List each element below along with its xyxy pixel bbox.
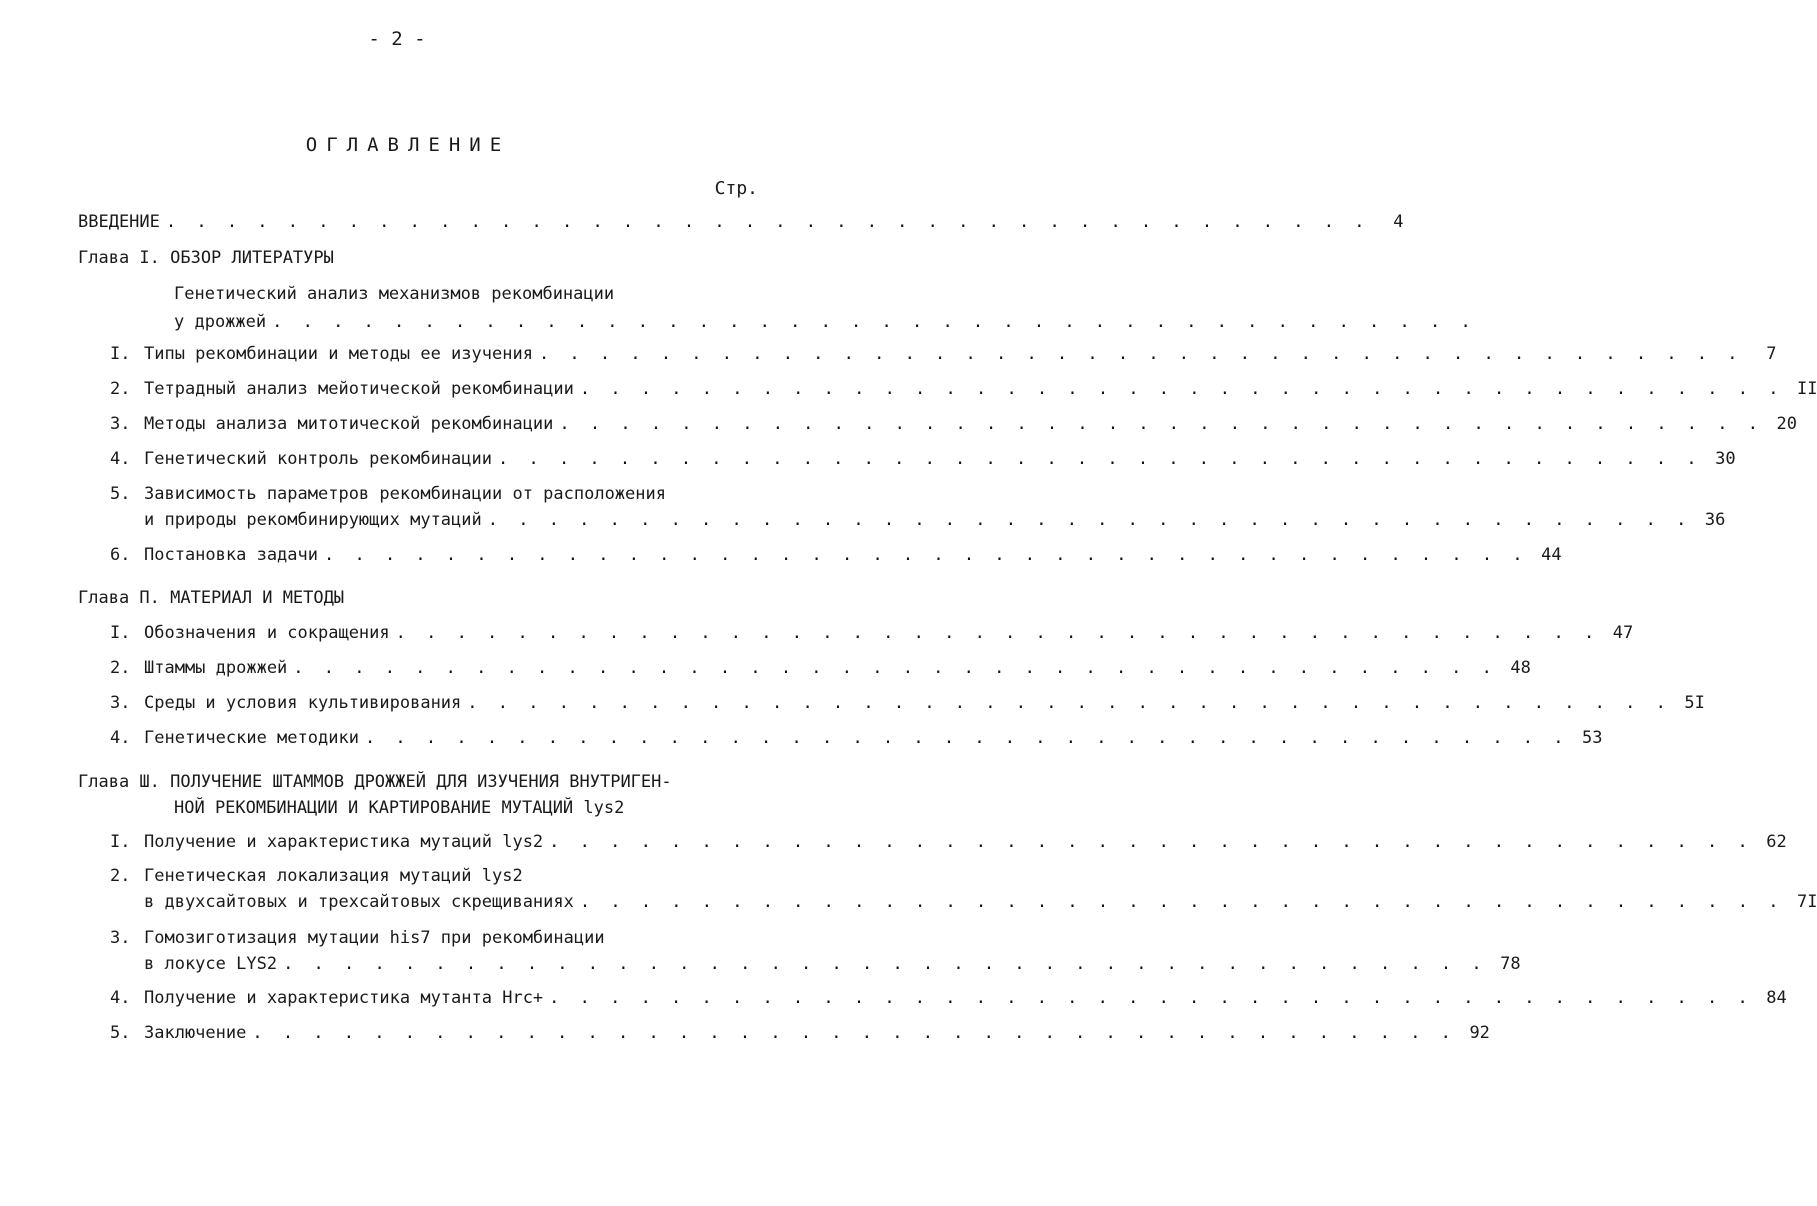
toc-entry <box>110 830 1787 854</box>
entry-text: Получение и характеристика мутанта Hrc+ <box>144 988 544 1008</box>
chapter2-heading: Глава П. МАТЕРИАЛ И МЕТОДЫ <box>78 588 345 608</box>
entry-page: 53 <box>1582 728 1603 748</box>
toc-entry-line1 <box>110 926 605 950</box>
page-column-label: Стр. <box>714 178 758 199</box>
toc-entry-line1 <box>110 482 666 506</box>
entry-number: 3. <box>110 414 131 434</box>
toc-entry-line1 <box>110 864 523 888</box>
dot-leader: . . . . . . . . . . . . . . . . . . . . . . . . . . . . . . . . . . . . . . . . <box>498 449 1702 469</box>
entry-number: 2. <box>110 379 131 399</box>
entry-number: 5. <box>110 1023 131 1043</box>
entry-text: Штаммы дрожжей <box>144 658 288 678</box>
entry-text: Зависимость параметров рекомбинации от расположения <box>144 484 666 504</box>
entry-text: Обозначения и сокращения <box>144 623 390 643</box>
toc-entry <box>110 621 1634 645</box>
entry-number: 2. <box>110 658 131 678</box>
toc-entry <box>110 726 1603 750</box>
dot-leader: . . . . . . . . . . . . . . . . . . . . . . . . . . . . . . . . . . . . . . . . <box>538 344 1743 364</box>
dot-leader: . . . . . . . . . . . . . . . . . . . . . . . . . . . . . . . . . . . . . . . . <box>324 545 1528 565</box>
toc-entry <box>110 447 1736 471</box>
entry-text: Генетическая локализация мутаций lys2 <box>144 866 523 886</box>
entry-text: Генетические методики <box>144 728 359 748</box>
entry-page: II <box>1796 379 1817 399</box>
dot-leader: . . . . . . . . . . . . . . . . . . . . . . . . . . . . . . . . . . . . . . . . <box>252 1023 1456 1043</box>
toc-entry <box>110 377 1817 401</box>
dot-leader: . . . . . . . . . . . . . . . . . . . . . . . . . . . . . . . . . . . . . . . . <box>467 693 1671 713</box>
entry-page: 48 <box>1510 658 1531 678</box>
entry-number: 4. <box>110 988 131 1008</box>
entry-page: 4 <box>1393 212 1404 232</box>
dot-leader: . . . . . . . . . . . . . . . . . . . . . . . . . . . . . . . . . . . . . . . . <box>559 414 1763 434</box>
entry-page: 47 <box>1612 623 1634 643</box>
toc-entry <box>110 656 1531 680</box>
dot-leader: . . . . . . . . . . . . . . . . . . . . . . . . . . . . . . . . . . . . . . . . <box>272 312 1476 332</box>
entry-text: Типы рекомбинации и методы ее изучения <box>144 344 533 364</box>
entry-page: 84 <box>1766 988 1787 1008</box>
entry-number: I. <box>110 623 131 643</box>
entry-number: 3. <box>110 693 131 713</box>
dot-leader: . . . . . . . . . . . . . . . . . . . . . . . . . . . . . . . . . . . . . . . . <box>487 510 1692 530</box>
toc-entry <box>110 543 1562 567</box>
toc-entry <box>144 890 1817 914</box>
entry-page: 7 <box>1766 344 1777 364</box>
toc-entry <box>110 691 1705 715</box>
toc-entry <box>110 986 1787 1010</box>
entry-text: Среды и условия культивирования <box>144 693 462 713</box>
dot-leader: . . . . . . . . . . . . . . . . . . . . . . . . . . . . . . . . . . . . . . . . <box>579 379 1784 399</box>
dot-leader: . . . . . . . . . . . . . . . . . . . . . . . . . . . . . . . . . . . . . . . . <box>579 892 1784 912</box>
page-number: - 2 - <box>368 28 426 50</box>
entry-page: 44 <box>1541 545 1562 565</box>
entry-page: 7I <box>1796 892 1817 912</box>
entry-number: 4. <box>110 728 131 748</box>
chapter3-heading-line2: НОЙ РЕКОМБИНАЦИИ И КАРТИРОВАНИЕ МУТАЦИЙ lys2 <box>174 798 625 818</box>
dot-leader: . . . . . . . . . . . . . . . . . . . . . . . . . . . . . . . . . . . . . . . . <box>293 658 1497 678</box>
entry-number: 4. <box>110 449 131 469</box>
chapter3-heading-line1: Глава Ш. ПОЛУЧЕНИЕ ШТАММОВ ДРОЖЖЕЙ ДЛЯ ИЗУЧЕНИЯ ВНУТРИГЕН- <box>78 772 672 792</box>
entry-text: в двухсайтовых и трехсайтовых скрещиваниях <box>144 892 574 912</box>
entry-text: и природы рекомбинирующих мутаций <box>144 510 482 530</box>
dot-leader: . . . . . . . . . . . . . . . . . . . . . . . . . . . . . . . . . . . . . . . . <box>283 954 1487 974</box>
entry-number: 3. <box>110 928 131 948</box>
entry-text: у дрожжей <box>174 312 267 332</box>
entry-text: в локусе LYS2 <box>144 954 278 974</box>
entry-page: 30 <box>1715 449 1736 469</box>
entry-text: ВВЕДЕНИЕ <box>78 212 160 232</box>
dot-leader: . . . . . . . . . . . . . . . . . . . . . . . . . . . . . . . . . . . . . . . . <box>549 988 1753 1008</box>
dot-leader: . . . . . . . . . . . . . . . . . . . . . . . . . . . . . . . . . . . . . . . . <box>395 623 1600 643</box>
entry-text: Методы анализа митотической рекомбинации <box>144 414 554 434</box>
entry-number: 5. <box>110 484 131 504</box>
toc-entry <box>110 412 1797 436</box>
toc-entry-intro <box>78 210 1404 234</box>
entry-text: Генетический контроль рекомбинации <box>144 449 492 469</box>
entry-text: Постановка задачи <box>144 545 318 565</box>
entry-number: I. <box>110 344 131 364</box>
entry-page: 78 <box>1500 954 1521 974</box>
entry-number: 2. <box>110 866 131 886</box>
toc-entry <box>110 1021 1490 1045</box>
entry-text: Заключение <box>144 1023 247 1043</box>
entry-text: Получение и характеристика мутаций lys2 <box>144 832 544 852</box>
entry-page: 62 <box>1766 832 1787 852</box>
entry-page: 92 <box>1469 1023 1490 1043</box>
chapter1-preface-line1: Генетический анализ механизмов рекомбинации <box>174 284 615 304</box>
entry-text: Тетрадный анализ мейотической рекомбинации <box>144 379 574 399</box>
entry-number: 6. <box>110 545 131 565</box>
entry-page: 36 <box>1704 510 1726 530</box>
toc-entry <box>144 508 1726 532</box>
entry-number: I. <box>110 832 131 852</box>
entry-page: 20 <box>1776 414 1797 434</box>
toc-entry <box>144 952 1521 976</box>
dot-leader: . . . . . . . . . . . . . . . . . . . . . . . . . . . . . . . . . . . . . . . . <box>549 832 1753 852</box>
chapter1-heading: Глава I. ОБЗОР ЛИТЕРАТУРЫ <box>78 248 334 268</box>
chapter1-preface <box>174 310 1476 334</box>
entry-text: Гомозиготизация мутации his7 при рекомбинации <box>144 928 605 948</box>
toc-entry <box>110 342 1777 366</box>
dot-leader: . . . . . . . . . . . . . . . . . . . . . . . . . . . . . . . . . . . . . . . . <box>364 728 1569 748</box>
dot-leader: . . . . . . . . . . . . . . . . . . . . . . . . . . . . . . . . . . . . . . . . <box>165 212 1370 232</box>
entry-page: 5I <box>1684 693 1705 713</box>
toc-title: ОГЛАВЛЕНИЕ <box>305 134 511 156</box>
